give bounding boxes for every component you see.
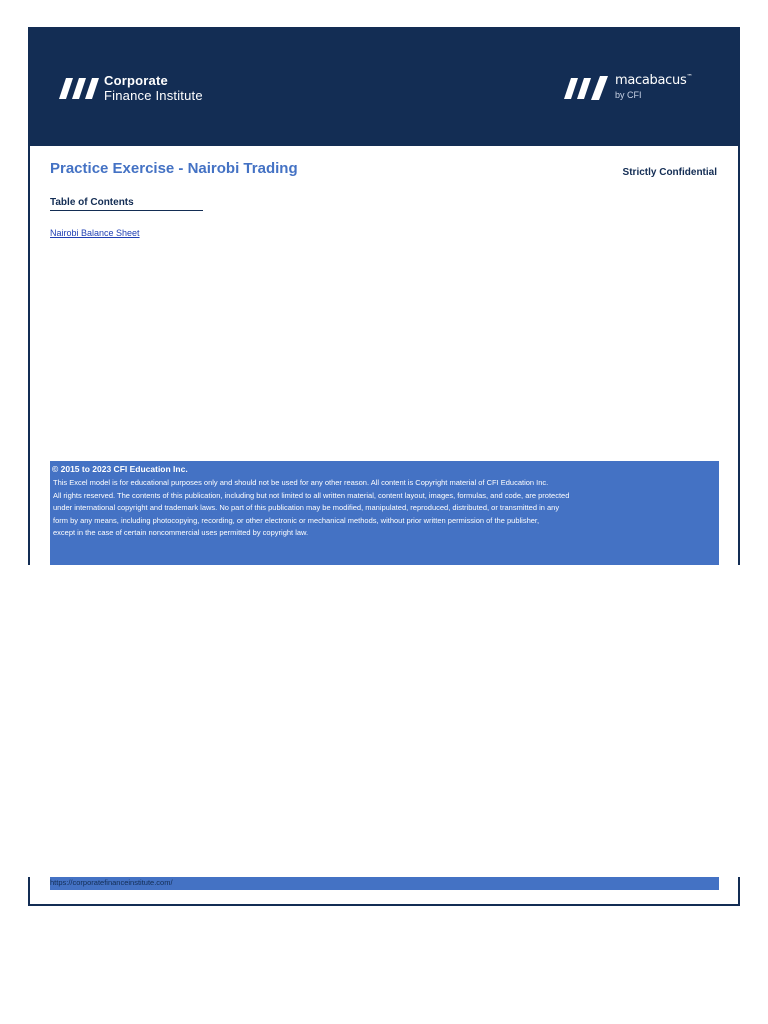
macabacus-slashes-icon — [562, 75, 612, 101]
copyright-notice — [50, 461, 719, 565]
page-title: Practice Exercise - Nairobi Trading — [50, 160, 298, 177]
header-band — [28, 27, 740, 146]
macabacus-byline: by CFI — [615, 90, 642, 100]
copyright-line: except in the case of certain noncommercial uses permitted by copyright law. — [53, 528, 309, 537]
toc-heading: Table of Contents — [50, 197, 203, 211]
copyright-line: under international copyright and trademark laws. No part of this publication may be modified, manipulated, reproduced, distributed, or transmitted in any — [53, 503, 560, 512]
footer-url-link[interactable]: https://corporatefinanceinstitute.com/ — [50, 878, 173, 887]
copyright-line: All rights reserved. The contents of this publication, including but not limited to all written material, content layout, images, formulas, and code, are protected — [53, 490, 570, 500]
macabacus-brand: macabacus™ — [615, 73, 693, 88]
footer-border-left — [28, 877, 30, 906]
cfi-logo-line2: Finance Institute — [104, 88, 203, 103]
footer-border-right — [738, 877, 740, 906]
footer-bar — [50, 877, 719, 890]
copyright-line: This Excel model is for educational purposes only and should not be used for any other reason. All content is Copyright material of CFI Education Inc. — [53, 478, 549, 487]
confidential-label: Strictly Confidential — [622, 167, 717, 178]
macabacus-logo[interactable] — [562, 71, 712, 105]
page-border-left — [28, 146, 30, 565]
toc-link-nairobi-balance-sheet[interactable]: Nairobi Balance Sheet — [50, 228, 140, 238]
cfi-slashes-icon — [58, 75, 102, 101]
footer-border-bottom — [28, 904, 740, 906]
cfi-logo-line1: Corporate — [104, 73, 168, 88]
page-border-right — [738, 146, 740, 565]
copyright-heading: © 2015 to 2023 CFI Education Inc. — [52, 464, 188, 474]
copyright-line: form by any means, including photocopying, recording, or other electronic or mechanical methods, without prior written permission of the publisher, — [53, 515, 540, 525]
